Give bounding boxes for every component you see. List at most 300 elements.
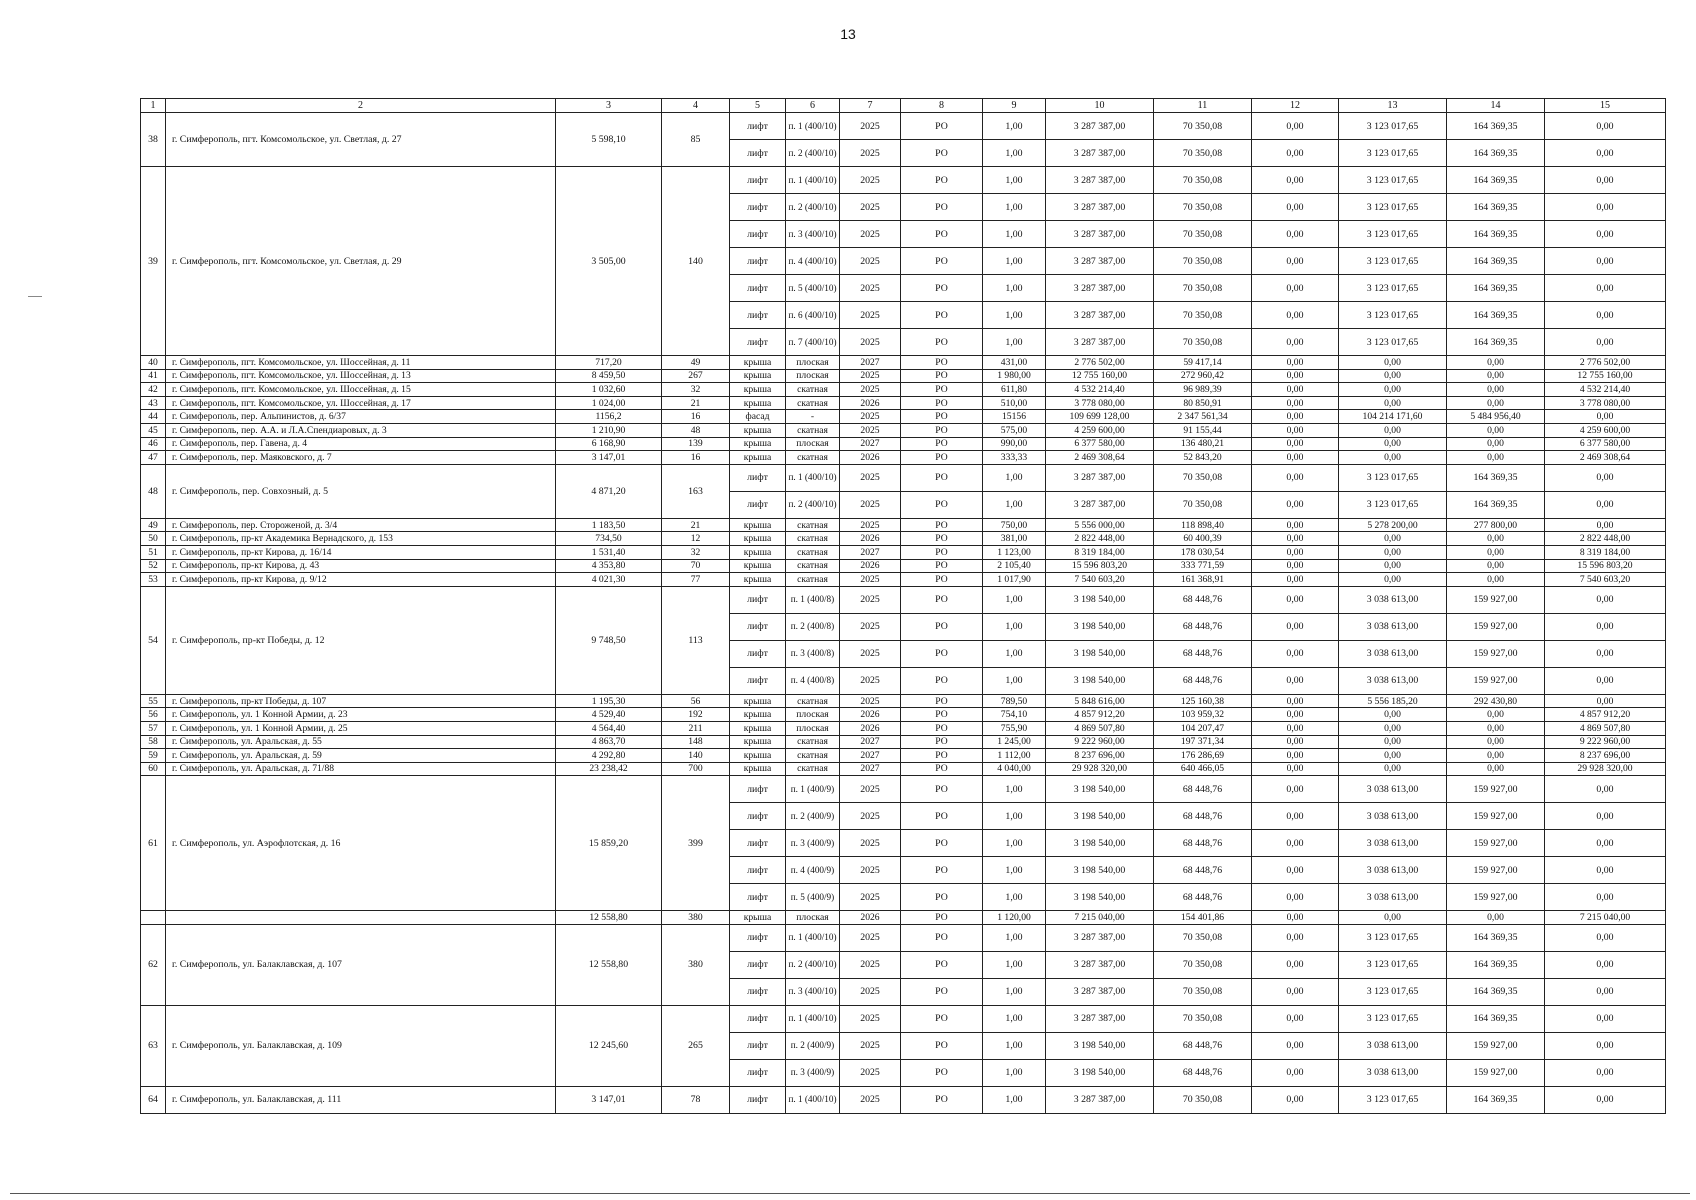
column-header: 4 [662,99,730,113]
cost-unit: 70 350,08 [1154,1086,1252,1113]
residents-count: 56 [662,694,730,708]
volume: 1,00 [983,140,1046,167]
method: РО [901,248,983,275]
address: г. Симферополь, ул. Аэрофлотская, д. 16 [166,776,556,911]
row-number: 56 [141,708,166,722]
fund-b: 3 123 017,65 [1339,1005,1447,1032]
work-type: лифт [730,803,786,830]
row-number: 55 [141,694,166,708]
fund-a: 0,00 [1252,545,1339,559]
fund-d: 0,00 [1545,302,1666,329]
year: 2025 [840,275,901,302]
column-header: 13 [1339,99,1447,113]
column-header: 3 [556,99,662,113]
cost-total: 3 287 387,00 [1046,275,1154,302]
fund-d: 0,00 [1545,491,1666,518]
table-row [141,410,1666,424]
work-type: фасад [730,410,786,424]
fund-d: 8 319 184,00 [1545,545,1666,559]
fund-d: 2 822 448,00 [1545,532,1666,546]
year: 2026 [840,532,901,546]
cost-total: 15 596 803,20 [1046,559,1154,573]
work-detail: - [786,410,840,424]
work-type: лифт [730,640,786,667]
volume: 4 040,00 [983,762,1046,776]
fund-a: 0,00 [1252,396,1339,410]
fund-a: 0,00 [1252,1059,1339,1086]
cost-unit: 68 448,76 [1154,1059,1252,1086]
cost-total: 4 857 912,20 [1046,708,1154,722]
fund-d: 0,00 [1545,803,1666,830]
work-type: лифт [730,586,786,613]
cost-unit: 70 350,08 [1154,1005,1252,1032]
fund-d: 0,00 [1545,410,1666,424]
building-area: 1156,2 [556,410,662,424]
fund-b: 3 038 613,00 [1339,857,1447,884]
method: РО [901,383,983,397]
volume: 1,00 [983,978,1046,1005]
method: РО [901,369,983,383]
work-type: крыша [730,559,786,573]
fund-b: 0,00 [1339,911,1447,925]
cost-unit: 70 350,08 [1154,329,1252,356]
residents-count: 380 [662,924,730,1005]
fund-a: 0,00 [1252,803,1339,830]
fund-c: 0,00 [1447,396,1545,410]
fund-d: 0,00 [1545,464,1666,491]
row-number: 38 [141,113,166,167]
fund-d: 12 755 160,00 [1545,369,1666,383]
work-detail: п. 6 (400/10) [786,302,840,329]
residents-count: 399 [662,776,730,911]
fund-b: 3 123 017,65 [1339,194,1447,221]
year: 2027 [840,749,901,763]
column-header: 11 [1154,99,1252,113]
fund-a: 0,00 [1252,694,1339,708]
work-type: лифт [730,464,786,491]
residents-count: 265 [662,1005,730,1086]
table-row [141,694,1666,708]
work-type: крыша [730,423,786,437]
residents-count: 148 [662,735,730,749]
fund-b: 0,00 [1339,749,1447,763]
cost-total: 3 287 387,00 [1046,329,1154,356]
work-detail: плоская [786,911,840,925]
table-row [141,749,1666,763]
volume: 1 120,00 [983,911,1046,925]
work-detail: скатная [786,559,840,573]
fund-c: 277 800,00 [1447,518,1545,532]
building-area: 717,20 [556,356,662,370]
address: г. Симферополь, ул. Балаклавская, д. 109 [166,1005,556,1086]
year: 2026 [840,396,901,410]
fund-b: 3 038 613,00 [1339,776,1447,803]
table-row [141,532,1666,546]
building-area: 4 353,80 [556,559,662,573]
work-type: крыша [730,762,786,776]
row-number: 45 [141,423,166,437]
work-detail: плоская [786,356,840,370]
year: 2026 [840,451,901,465]
fund-c: 0,00 [1447,911,1545,925]
cost-total: 12 755 160,00 [1046,369,1154,383]
address: г. Симферополь, ул. Балаклавская, д. 111 [166,1086,556,1113]
work-type: лифт [730,302,786,329]
method: РО [901,1059,983,1086]
fund-c: 164 369,35 [1447,302,1545,329]
fund-b: 104 214 171,60 [1339,410,1447,424]
fund-a: 0,00 [1252,573,1339,587]
fund-b: 0,00 [1339,532,1447,546]
volume: 1,00 [983,667,1046,694]
fund-a: 0,00 [1252,532,1339,546]
fund-d: 0,00 [1545,640,1666,667]
year: 2025 [840,423,901,437]
fund-c: 0,00 [1447,721,1545,735]
fund-a: 0,00 [1252,884,1339,911]
fund-b: 0,00 [1339,423,1447,437]
volume: 1,00 [983,221,1046,248]
cost-unit: 178 030,54 [1154,545,1252,559]
fund-d: 0,00 [1545,194,1666,221]
fund-a: 0,00 [1252,302,1339,329]
fund-a: 0,00 [1252,830,1339,857]
method: РО [901,776,983,803]
fund-a: 0,00 [1252,167,1339,194]
cost-total: 3 287 387,00 [1046,221,1154,248]
work-type: лифт [730,776,786,803]
fund-d: 7 215 040,00 [1545,911,1666,925]
fund-c: 164 369,35 [1447,329,1545,356]
year: 2025 [840,667,901,694]
work-type: крыша [730,694,786,708]
cost-unit: 70 350,08 [1154,464,1252,491]
cost-total: 3 287 387,00 [1046,302,1154,329]
method: РО [901,924,983,951]
work-type: лифт [730,978,786,1005]
fund-c: 0,00 [1447,356,1545,370]
year: 2025 [840,194,901,221]
fund-d: 0,00 [1545,924,1666,951]
fund-b: 0,00 [1339,708,1447,722]
work-type: лифт [730,491,786,518]
work-type: крыша [730,735,786,749]
table-row [141,464,1666,491]
residents-count: 48 [662,423,730,437]
work-detail: п. 5 (400/10) [786,275,840,302]
fund-b: 0,00 [1339,451,1447,465]
volume: 1 017,90 [983,573,1046,587]
fund-d: 2 469 308,64 [1545,451,1666,465]
cost-unit: 161 368,91 [1154,573,1252,587]
cost-unit: 70 350,08 [1154,140,1252,167]
fund-b: 0,00 [1339,369,1447,383]
method: РО [901,329,983,356]
year: 2025 [840,410,901,424]
fund-b: 5 278 200,00 [1339,518,1447,532]
work-detail: п. 1 (400/9) [786,776,840,803]
fund-a: 0,00 [1252,559,1339,573]
fund-c: 164 369,35 [1447,140,1545,167]
residents-count: 700 [662,762,730,776]
work-detail: скатная [786,518,840,532]
building-area: 4 564,40 [556,721,662,735]
fund-c: 0,00 [1447,451,1545,465]
fund-b: 3 038 613,00 [1339,830,1447,857]
fund-b: 3 038 613,00 [1339,667,1447,694]
work-type: лифт [730,1059,786,1086]
volume: 1,00 [983,640,1046,667]
fund-c: 164 369,35 [1447,978,1545,1005]
method: РО [901,857,983,884]
volume: 381,00 [983,532,1046,546]
residents-count: 139 [662,437,730,451]
method: РО [901,518,983,532]
fund-c: 0,00 [1447,545,1545,559]
cost-unit: 68 448,76 [1154,667,1252,694]
fund-d: 0,00 [1545,248,1666,275]
fund-b: 3 123 017,65 [1339,464,1447,491]
row-number: 57 [141,721,166,735]
method: РО [901,694,983,708]
fund-a: 0,00 [1252,491,1339,518]
volume: 1,00 [983,275,1046,302]
residents-count: 12 [662,532,730,546]
volume: 1,00 [983,167,1046,194]
volume: 1,00 [983,1005,1046,1032]
fund-d: 15 596 803,20 [1545,559,1666,573]
fund-b: 0,00 [1339,559,1447,573]
work-type: крыша [730,545,786,559]
fund-d: 0,00 [1545,776,1666,803]
work-type: лифт [730,667,786,694]
year: 2025 [840,803,901,830]
fund-d: 0,00 [1545,1059,1666,1086]
residents-count: 380 [662,911,730,925]
method: РО [901,559,983,573]
cost-unit: 59 417,14 [1154,356,1252,370]
building-area: 6 168,90 [556,437,662,451]
cost-total: 2 776 502,00 [1046,356,1154,370]
works-table-wrapper [140,98,1665,1114]
work-detail: скатная [786,451,840,465]
row-number: 48 [141,464,166,518]
residents-count: 32 [662,545,730,559]
volume: 1,00 [983,830,1046,857]
cost-unit: 136 480,21 [1154,437,1252,451]
fund-b: 3 038 613,00 [1339,803,1447,830]
fund-a: 0,00 [1252,194,1339,221]
residents-count: 163 [662,464,730,518]
residents-count: 192 [662,708,730,722]
fund-c: 164 369,35 [1447,221,1545,248]
method: РО [901,762,983,776]
building-area: 4 292,80 [556,749,662,763]
work-detail: скатная [786,423,840,437]
table-row [141,573,1666,587]
row-number: 58 [141,735,166,749]
volume: 1,00 [983,329,1046,356]
fund-d: 0,00 [1545,140,1666,167]
fund-c: 0,00 [1447,762,1545,776]
method: РО [901,396,983,410]
cost-total: 3 198 540,00 [1046,667,1154,694]
fund-c: 159 927,00 [1447,640,1545,667]
work-detail: п. 2 (400/10) [786,140,840,167]
volume: 1,00 [983,464,1046,491]
fund-b: 3 123 017,65 [1339,329,1447,356]
cost-total: 7 540 603,20 [1046,573,1154,587]
address: г. Симферополь, пгт. Комсомольское, ул. Светлая, д. 27 [166,113,556,167]
address: г. Симферополь, ул. 1 Конной Армии, д. 25 [166,721,556,735]
work-detail: п. 3 (400/10) [786,221,840,248]
residents-count: 16 [662,410,730,424]
fund-d: 0,00 [1545,1005,1666,1032]
address: г. Симферополь, пр-кт Академика Вернадского, д. 153 [166,532,556,546]
residents-count: 21 [662,518,730,532]
work-detail: плоская [786,708,840,722]
work-type: крыша [730,356,786,370]
fund-b: 0,00 [1339,356,1447,370]
work-detail: п. 2 (400/10) [786,491,840,518]
fund-c: 164 369,35 [1447,248,1545,275]
cost-total: 4 869 507,80 [1046,721,1154,735]
work-type: лифт [730,275,786,302]
fund-a: 0,00 [1252,857,1339,884]
year: 2025 [840,573,901,587]
cost-total: 5 556 000,00 [1046,518,1154,532]
fund-a: 0,00 [1252,762,1339,776]
work-detail: скатная [786,694,840,708]
fund-a: 0,00 [1252,708,1339,722]
work-type: лифт [730,113,786,140]
cost-unit: 60 400,39 [1154,532,1252,546]
year: 2025 [840,1005,901,1032]
cost-unit: 68 448,76 [1154,613,1252,640]
volume: 1,00 [983,803,1046,830]
cost-total: 3 778 080,00 [1046,396,1154,410]
cost-unit: 333 771,59 [1154,559,1252,573]
table-row [141,451,1666,465]
row-number: 43 [141,396,166,410]
work-detail: п. 7 (400/10) [786,329,840,356]
method: РО [901,437,983,451]
year: 2025 [840,776,901,803]
fund-c: 159 927,00 [1447,613,1545,640]
fund-c: 0,00 [1447,735,1545,749]
year: 2025 [840,302,901,329]
fund-c: 159 927,00 [1447,776,1545,803]
work-detail: п. 2 (400/9) [786,803,840,830]
fund-a: 0,00 [1252,667,1339,694]
cost-total: 8 237 696,00 [1046,749,1154,763]
cost-total: 3 198 540,00 [1046,586,1154,613]
fund-a: 0,00 [1252,518,1339,532]
cost-unit: 68 448,76 [1154,803,1252,830]
fund-d: 7 540 603,20 [1545,573,1666,587]
residents-count: 85 [662,113,730,167]
table-row [141,924,1666,951]
building-area: 4 529,40 [556,708,662,722]
year: 2025 [840,640,901,667]
work-detail: п. 1 (400/8) [786,586,840,613]
fund-a: 0,00 [1252,221,1339,248]
address: г. Симферополь, пр-кт Кирова, д. 43 [166,559,556,573]
fund-d: 4 532 214,40 [1545,383,1666,397]
year: 2025 [840,857,901,884]
row-number: 64 [141,1086,166,1113]
fund-b: 3 038 613,00 [1339,884,1447,911]
building-area: 1 024,00 [556,396,662,410]
fund-d: 0,00 [1545,613,1666,640]
cost-unit: 2 347 561,34 [1154,410,1252,424]
address: г. Симферополь, ул. Аральская, д. 59 [166,749,556,763]
work-type: крыша [730,721,786,735]
fund-c: 159 927,00 [1447,884,1545,911]
volume: 755,90 [983,721,1046,735]
cost-total: 3 287 387,00 [1046,491,1154,518]
fund-a: 0,00 [1252,329,1339,356]
margin-mark [28,296,42,297]
fund-b: 3 038 613,00 [1339,1059,1447,1086]
volume: 1 980,00 [983,369,1046,383]
column-header: 6 [786,99,840,113]
building-area: 3 147,01 [556,1086,662,1113]
fund-c: 164 369,35 [1447,951,1545,978]
work-type: крыша [730,396,786,410]
address: г. Симферополь, пгт. Комсомольское, ул. Шоссейная, д. 17 [166,396,556,410]
fund-a: 0,00 [1252,978,1339,1005]
method: РО [901,735,983,749]
fund-c: 0,00 [1447,369,1545,383]
method: РО [901,640,983,667]
work-detail: плоская [786,437,840,451]
row-number: 53 [141,573,166,587]
row-number: 40 [141,356,166,370]
work-type: лифт [730,221,786,248]
method: РО [901,451,983,465]
address: г. Симферополь, пер. Маяковского, д. 7 [166,451,556,465]
cost-total: 2 822 448,00 [1046,532,1154,546]
method: РО [901,491,983,518]
method: РО [901,573,983,587]
cost-total: 3 198 540,00 [1046,857,1154,884]
method: РО [901,302,983,329]
column-header: 7 [840,99,901,113]
residents-count: 70 [662,559,730,573]
work-detail: п. 3 (400/9) [786,830,840,857]
volume: 789,50 [983,694,1046,708]
cost-unit: 70 350,08 [1154,275,1252,302]
column-header: 8 [901,99,983,113]
residents-count: 140 [662,749,730,763]
fund-a: 0,00 [1252,248,1339,275]
method: РО [901,708,983,722]
work-type: крыша [730,451,786,465]
row-number: 51 [141,545,166,559]
cost-total: 3 198 540,00 [1046,640,1154,667]
work-detail: п. 1 (400/10) [786,464,840,491]
method: РО [901,884,983,911]
fund-c: 0,00 [1447,573,1545,587]
cost-unit: 103 959,32 [1154,708,1252,722]
volume: 1,00 [983,776,1046,803]
work-detail: скатная [786,749,840,763]
cost-total: 6 377 580,00 [1046,437,1154,451]
work-type: лифт [730,613,786,640]
volume: 1,00 [983,924,1046,951]
work-type: лифт [730,951,786,978]
